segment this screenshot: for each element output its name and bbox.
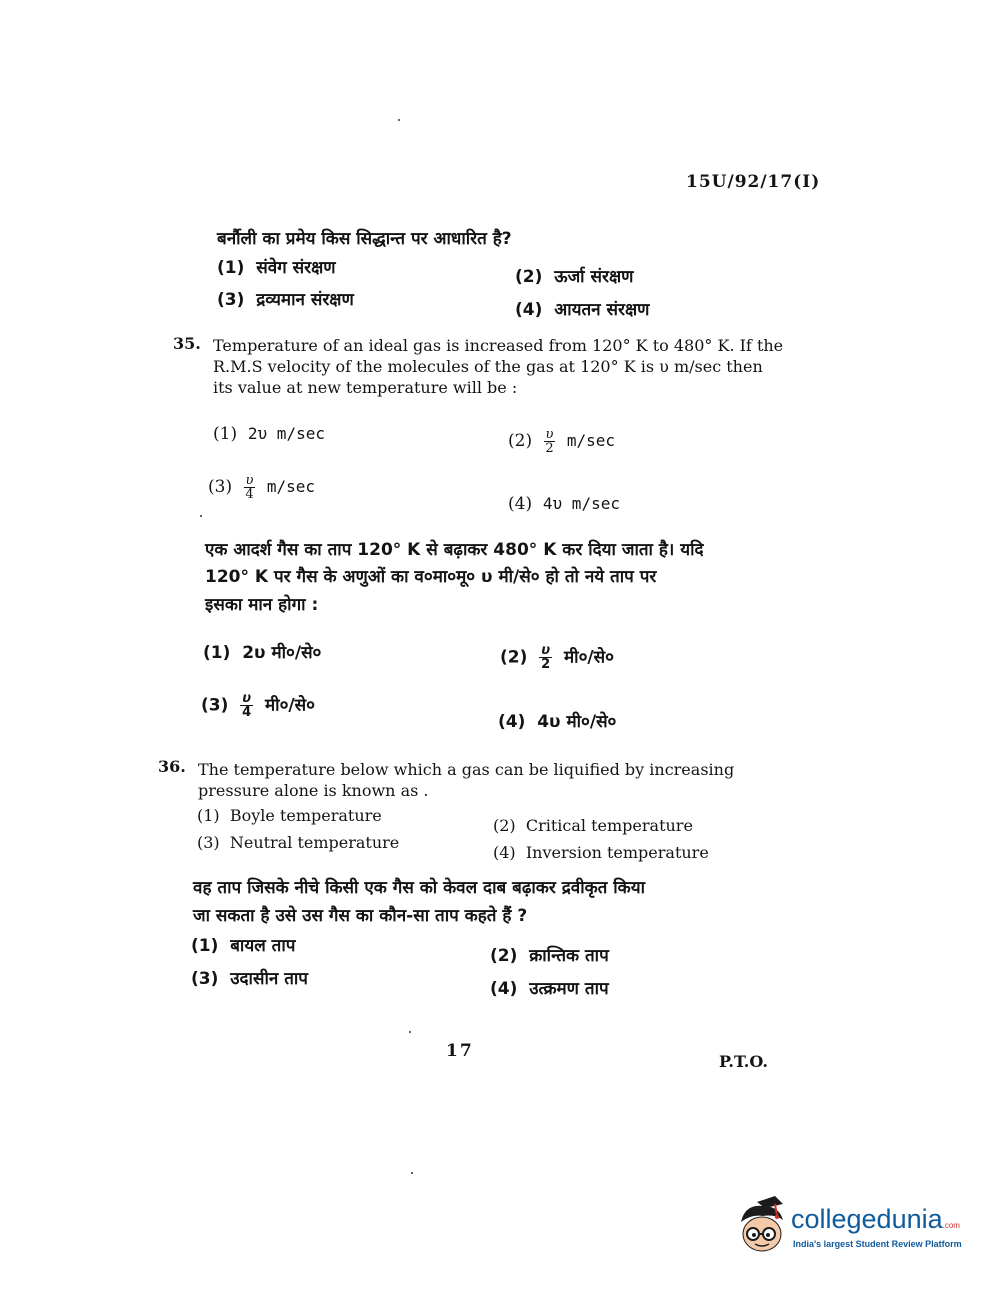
q36-english-option-3: (3) Neutral temperature (197, 833, 400, 852)
q35-english-line-3: its value at new temperature will be : (213, 378, 518, 397)
q34-hindi-question: बर्नौली का प्रमेय किस सिद्धान्त पर आधारित है? (217, 229, 512, 249)
q35-number: 35. (173, 334, 201, 353)
fraction: $\frac{\upsilon}{2}$ (545, 427, 554, 456)
q36-hindi-line-2: जा सकता है उसे उस गैस का कौन-सा ताप कहते हैं ? (193, 906, 528, 926)
fraction: $\frac{\upsilon}{4}$ (245, 473, 254, 502)
q35-hindi-line-1: एक आदर्श गैस का ताप 120° K से बढ़ाकर 480° K कर दिया जाता है। यदि (205, 540, 704, 560)
q36-number: 36. (158, 757, 186, 776)
paper-code: 15U/92/17(I) (686, 172, 821, 192)
scan-speck (398, 119, 400, 121)
q34-hindi-option-2: (2) ऊर्जा संरक्षण (515, 267, 634, 287)
q36-english-option-2: (2) Critical temperature (493, 816, 693, 835)
q35-english-option-4: (4) 4υ m/sec (508, 494, 620, 514)
pto-label: P.T.O. (719, 1052, 768, 1071)
fraction: $\frac{\upsilon}{2}$ (541, 643, 551, 672)
scan-speck (200, 515, 202, 517)
q36-hindi-option-3: (3) उदासीन ताप (191, 969, 308, 989)
mascot-icon (735, 1196, 789, 1258)
q34-hindi-option-4: (4) आयतन संरक्षण (515, 300, 650, 320)
scan-speck (411, 1172, 413, 1174)
q35-hindi-line-2: 120° K पर गैस के अणुओं का व०मा०मू० υ मी/से० हो तो नये ताप पर (205, 567, 657, 587)
q35-english-option-3: (3) $\frac{\upsilon}{4}$ m/sec (208, 473, 315, 502)
q36-english-option-4: (4) Inversion temperature (493, 843, 709, 862)
q35-english-line-1: Temperature of an ideal gas is increased from 120° K to 480° K. If the (213, 336, 784, 355)
fraction: $\frac{\upsilon}{4}$ (242, 691, 252, 720)
q36-english-line-2: pressure alone is known as . (198, 781, 429, 800)
logo-tagline: India's largest Student Review Platform (793, 1239, 962, 1249)
q35-hindi-option-4: (4) 4υ मी०/से० (498, 712, 617, 732)
q35-english-option-2: (2) $\frac{\upsilon}{2}$ m/sec (508, 427, 615, 456)
q36-hindi-option-4: (4) उत्क्रमण ताप (490, 979, 609, 999)
q35-hindi-option-1: (1) 2υ मी०/से० (203, 643, 322, 663)
q36-hindi-option-2: (2) क्रान्तिक ताप (490, 946, 609, 966)
q36-hindi-option-1: (1) बायल ताप (191, 936, 296, 956)
q35-hindi-line-3: इसका मान होगा : (205, 595, 319, 615)
q35-english-option-1: (1) 2υ m/sec (213, 424, 325, 444)
page-number: 17 (446, 1041, 474, 1061)
q35-hindi-option-2: (2) $\frac{\upsilon}{2}$ मी०/से० (500, 643, 614, 672)
logo-wordmark: collegedunia.com (791, 1204, 960, 1234)
q35-english-line-2: R.M.S velocity of the molecules of the gas at 120° K is υ m/sec then (213, 357, 763, 376)
collegedunia-logo (735, 1196, 965, 1260)
q34-hindi-option-3: (3) द्रव्यमान संरक्षण (217, 290, 354, 310)
q36-hindi-line-1: वह ताप जिसके नीचे किसी एक गैस को केवल दाब बढ़ाकर द्रवीकृत किया (193, 878, 645, 898)
q34-hindi-option-1: (1) संवेग संरक्षण (217, 258, 336, 278)
q36-english-option-1: (1) Boyle temperature (197, 806, 382, 825)
q36-english-line-1: The temperature below which a gas can be liquified by increasing (198, 760, 735, 779)
q35-hindi-option-3: (3) $\frac{\upsilon}{4}$ मी०/से० (201, 691, 315, 720)
scan-speck (409, 1031, 411, 1033)
